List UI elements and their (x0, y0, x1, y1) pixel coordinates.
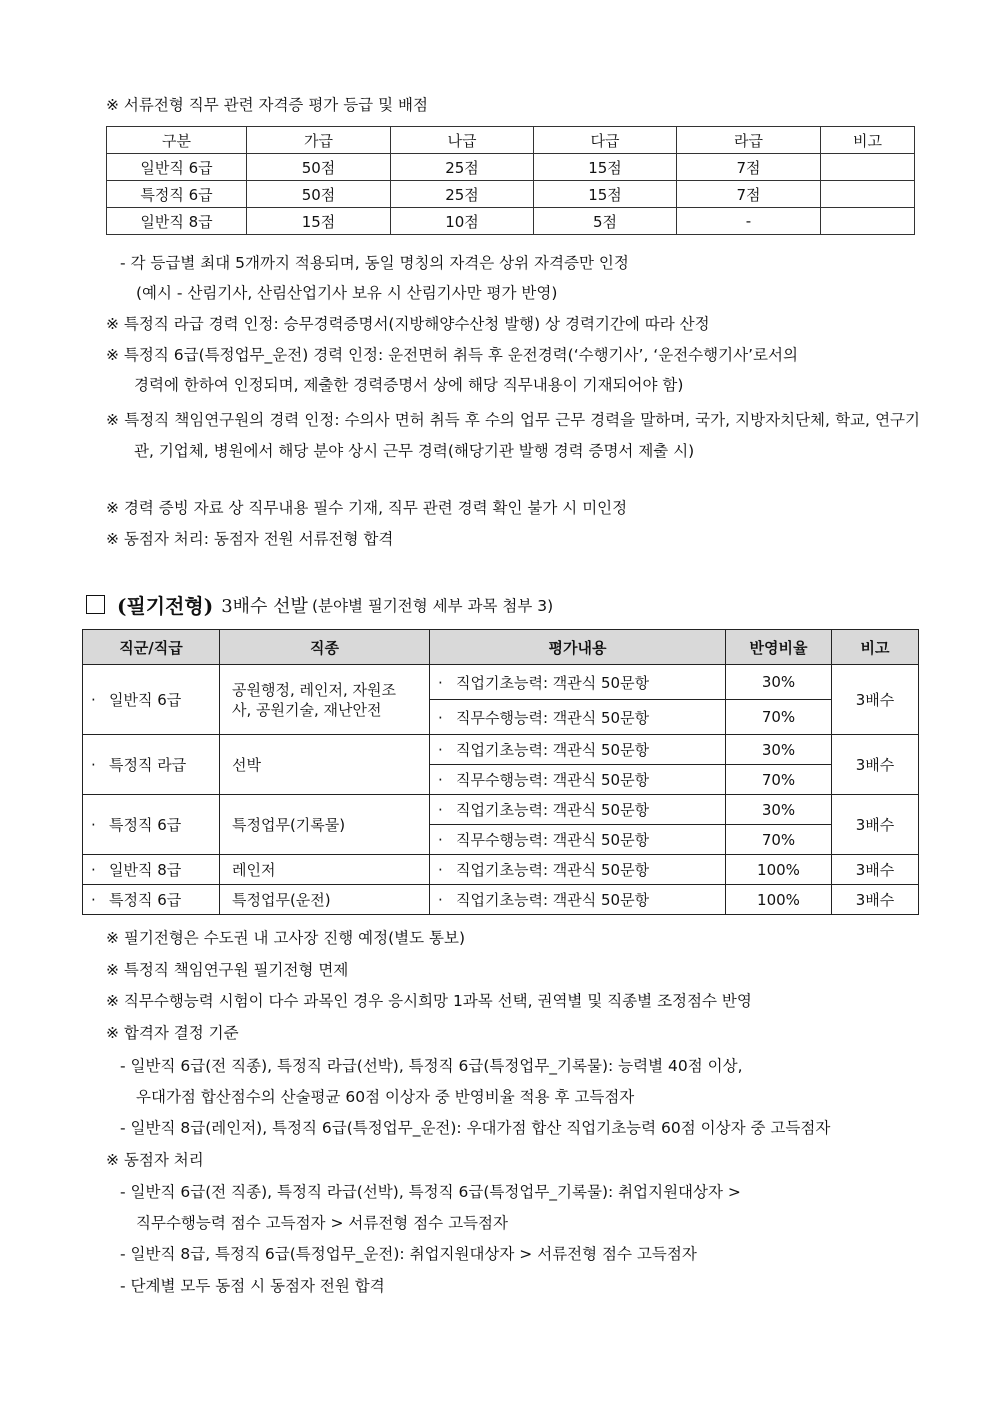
exam-tie-all: - 단계별 모두 동점 시 동점자 전원 합격 (120, 1277, 385, 1295)
exam-eval-label: 직무수행능력: 객관식 50문항 (456, 771, 650, 789)
cert-table-title: ※ 서류전형 직무 관련 자격증 평가 등급 및 배점 (106, 96, 428, 114)
cert-header-cell: 나급 (391, 127, 534, 154)
cert-cell: 15점 (534, 181, 677, 208)
table-row (83, 735, 919, 765)
table-row (83, 795, 919, 825)
exam-ratio: 30% (726, 665, 832, 700)
exam-note-criteria: ※ 합격자 결정 기준 (106, 1024, 239, 1042)
exam-note-exempt: ※ 특정직 책임연구원 필기전형 면제 (106, 961, 349, 979)
cert-note-researcher (106, 405, 920, 467)
exam-eval-label: 직업기초능력: 객관식 50문항 (456, 891, 650, 909)
exam-ratio: 70% (726, 825, 832, 855)
exam-header-cell: 비고 (832, 630, 919, 665)
cert-cell: 15점 (247, 208, 391, 235)
cert-header-cell: 다급 (534, 127, 677, 154)
cert-cell: 7점 (677, 181, 821, 208)
table-row (83, 665, 919, 700)
exam-eval: · 직업기초능력: 객관식 50문항 (430, 665, 726, 700)
cert-cell: 7점 (677, 154, 821, 181)
cert-cell (821, 154, 915, 181)
cert-note-evidence: ※ 경력 증빙 자료 상 직무내용 필수 기재, 직무 관련 경력 확인 불가 시 미인정 (106, 499, 628, 517)
cert-cell: 15점 (534, 154, 677, 181)
exam-category-label: 특정직 라급 (109, 756, 187, 774)
cert-cell: 일반직 6급 (107, 154, 247, 181)
exam-category: · 일반직 8급 (83, 855, 220, 885)
exam-category-label: 특정직 6급 (109, 816, 182, 834)
exam-header-cell: 직군/직급 (83, 630, 220, 665)
exam-header-cell: 반영비율 (726, 630, 832, 665)
cert-cell: 50점 (247, 181, 391, 208)
cert-note-driver-a: ※ 특정직 6급(특정업무_운전) 경력 인정: 운전면허 취득 후 운전경력(‘수행기사’, ‘운전수행기사’로서의 (106, 346, 798, 364)
cert-note-line1: - 각 등급별 최대 5개까지 적용되며, 동일 명칭의 자격은 상위 자격증만 인정 (120, 254, 629, 272)
exam-tie-6-a: - 일반직 6급(전 직종), 특정직 라급(선박), 특정직 6급(특정업무_기록물): 취업지원대상자 > (120, 1183, 741, 1201)
exam-note: 3배수 (832, 855, 919, 885)
cert-note-driver-b: 경력에 한하여 인정되며, 제출한 경력증명서 상에 해당 직무내용이 기재되어야 함) (134, 376, 684, 394)
table-row (83, 885, 919, 915)
exam-note-tie: ※ 동점자 처리 (106, 1151, 204, 1169)
exam-category: · 특정직 라급 (83, 735, 220, 795)
cert-cell: 일반직 8급 (107, 208, 247, 235)
cert-cell: 50점 (247, 154, 391, 181)
exam-category: · 일반직 6급 (83, 665, 220, 735)
exam-criteria-6-a: - 일반직 6급(전 직종), 특정직 라급(선박), 특정직 6급(특정업무_기록물): 능력별 40점 이상, (120, 1057, 743, 1075)
exam-header-cell: 평가내용 (430, 630, 726, 665)
exam-ratio: 100% (726, 885, 832, 915)
table-row (107, 208, 915, 235)
exam-header-cell: 직종 (220, 630, 430, 665)
exam-note: 3배수 (832, 885, 919, 915)
exam-note-subject: ※ 직무수행능력 시험이 다수 과목인 경우 응시희망 1과목 선택, 권역별 및 직종별 조정점수 반영 (106, 992, 752, 1010)
exam-ratio: 100% (726, 855, 832, 885)
cert-cell: 5점 (534, 208, 677, 235)
exam-category: · 특정직 6급 (83, 885, 220, 915)
exam-eval-label: 직무수행능력: 객관식 50문항 (456, 708, 650, 727)
cert-header-cell: 비고 (821, 127, 915, 154)
exam-note: 3배수 (832, 735, 919, 795)
cert-cell: 특정직 6급 (107, 181, 247, 208)
exam-eval: · 직무수행능력: 객관식 50문항 (430, 765, 726, 795)
written-exam-heading (86, 590, 553, 619)
exam-job: 특정업무(운전) (220, 885, 430, 915)
exam-job: 특정업무(기록물) (220, 795, 430, 855)
exam-ratio: 70% (726, 700, 832, 735)
cert-note-captain: ※ 특정직 라급 경력 인정: 승무경력증명서(지방해양수산청 발행) 상 경력기간에 따라 산정 (106, 315, 710, 333)
cert-cell: - (677, 208, 821, 235)
exam-job: 공원행정, 레인저, 자원조사, 공원기술, 재난안전 (220, 665, 430, 735)
exam-category: · 특정직 6급 (83, 795, 220, 855)
cert-note-researcher-text: ※ 특정직 책임연구원의 경력 인정: 수의사 면허 취득 후 수의 업무 근무 경력을 말하며, 국가, 지방자치단체, 학교, 연구기관, 기업체, 병원에서 해당 분야 상시 근무 경력(해당기관 발행 경력 증명서 제출 시) (106, 411, 920, 460)
exam-criteria-6-b: 우대가점 합산점수의 산술평균 60점 이상자 중 반영비율 적용 후 고득점자 (136, 1088, 635, 1106)
exam-tie-6-b: 직무수행능력 점수 고득점자 > 서류전형 점수 고득점자 (136, 1214, 508, 1232)
exam-eval-label: 직무수행능력: 객관식 50문항 (456, 831, 650, 849)
exam-note: 3배수 (832, 795, 919, 855)
cert-header-cell: 가급 (247, 127, 391, 154)
exam-job: 선박 (220, 735, 430, 795)
exam-eval: · 직업기초능력: 객관식 50문항 (430, 735, 726, 765)
written-exam-table (82, 629, 919, 915)
exam-ratio: 30% (726, 735, 832, 765)
cert-cell (821, 208, 915, 235)
cert-cell: 25점 (391, 181, 534, 208)
cert-table-header (107, 127, 915, 154)
exam-eval-label: 직업기초능력: 객관식 50문항 (456, 861, 650, 879)
exam-category-label: 일반직 8급 (109, 861, 182, 879)
exam-tie-8: - 일반직 8급, 특정직 6급(특정업무_운전): 취업지원대상자 > 서류전형 점수 고득점자 (120, 1245, 697, 1263)
cert-header-cell: 라급 (677, 127, 821, 154)
cert-note-line2: (예시 - 산림기사, 산림산업기사 보유 시 산림기사만 평가 반영) (136, 284, 558, 302)
exam-eval-label: 직업기초능력: 객관식 50문항 (456, 741, 650, 759)
cert-grade-table (106, 126, 915, 235)
exam-table-header (83, 630, 919, 665)
cert-cell: 25점 (391, 154, 534, 181)
exam-note-venue: ※ 필기전형은 수도권 내 고사장 진행 예정(별도 통보) (106, 929, 466, 947)
cert-note-tie: ※ 동점자 처리: 동점자 전원 서류전형 합격 (106, 530, 394, 548)
exam-ratio: 70% (726, 765, 832, 795)
table-row (107, 181, 915, 208)
exam-eval-label: 직업기초능력: 객관식 50문항 (456, 673, 650, 692)
exam-category-label: 일반직 6급 (109, 691, 182, 709)
exam-eval: · 직업기초능력: 객관식 50문항 (430, 855, 726, 885)
exam-eval: · 직업기초능력: 객관식 50문항 (430, 885, 726, 915)
checkbox-square-icon (86, 595, 105, 614)
table-row (107, 154, 915, 181)
cert-header-cell: 구분 (107, 127, 247, 154)
exam-eval: · 직무수행능력: 객관식 50문항 (430, 700, 726, 735)
exam-ratio: 30% (726, 795, 832, 825)
cert-cell: 10점 (391, 208, 534, 235)
table-row (83, 855, 919, 885)
exam-eval-label: 직업기초능력: 객관식 50문항 (456, 801, 650, 819)
exam-eval: · 직업기초능력: 객관식 50문항 (430, 795, 726, 825)
exam-job: 레인저 (220, 855, 430, 885)
exam-criteria-8: - 일반직 8급(레인저), 특정직 6급(특정업무_운전): 우대가점 합산 직업기초능력 60점 이상자 중 고득점자 (120, 1119, 831, 1137)
section-detail: (분야별 필기전형 세부 과목 첨부 3) (311, 596, 554, 615)
exam-eval: · 직무수행능력: 객관식 50문항 (430, 825, 726, 855)
cert-cell (821, 181, 915, 208)
section-title: (필기전형) (117, 594, 214, 618)
section-subtitle: 3배수 선발 (221, 595, 308, 617)
exam-category-label: 특정직 6급 (109, 891, 182, 909)
exam-note: 3배수 (832, 665, 919, 735)
